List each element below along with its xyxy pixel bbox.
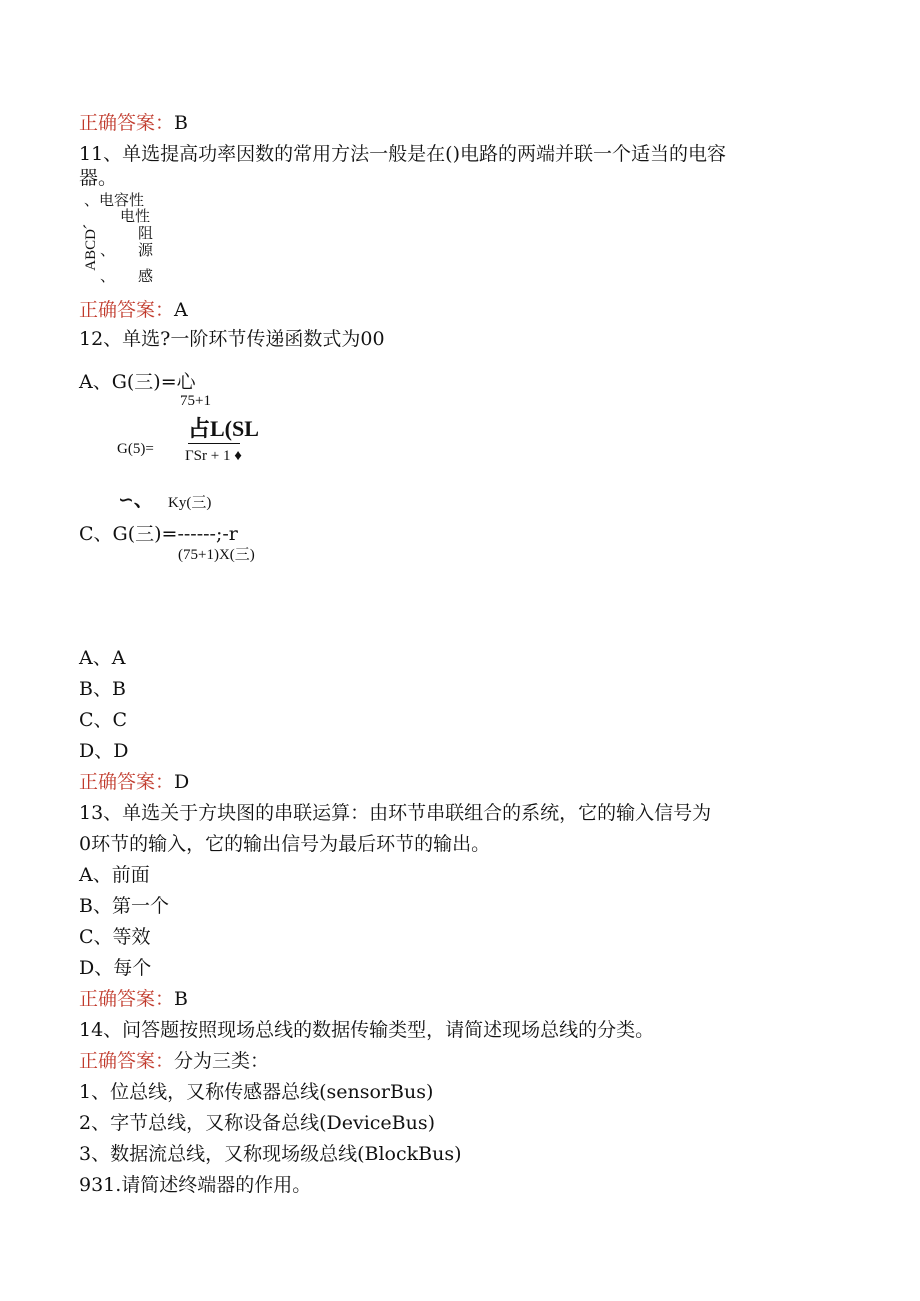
question-12-stem: 12、单选?一阶环节传递函数式为00 — [79, 328, 385, 350]
answer-label: 正确答案： — [79, 988, 175, 1010]
answer-line — [79, 987, 188, 1011]
option-b-lhs: G(5)= — [117, 441, 154, 457]
ocr-option-text: 电性 — [120, 209, 151, 225]
question-14-stem: 14、问答题按照现场总线的数据传输类型，请简述现场总线的分类。 — [79, 1019, 655, 1041]
choice-a: A、前面 — [79, 864, 150, 886]
choice-d: D、每个 — [79, 957, 152, 979]
answer-label: 正确答案： — [79, 299, 175, 321]
ocr-option-text: 阻 — [138, 226, 154, 242]
question-11-stem: 11、单选提高功率因数的常用方法一般是在()电路的两端并联一个适当的电容 — [79, 143, 727, 165]
answer-line — [79, 298, 188, 322]
question-13-stem: 13、单选关于方块图的串联运算：由环节串联组合的系统，它的输入信号为 — [79, 802, 712, 824]
choice-b: B、第一个 — [79, 895, 169, 917]
answer-line — [79, 1049, 269, 1073]
answer-line — [79, 111, 188, 135]
choice-c: C、C — [79, 709, 128, 731]
answer-value: A — [174, 299, 188, 321]
choice-b: B、B — [79, 678, 126, 700]
ocr-option-letters: ABCD、 — [83, 214, 99, 271]
answer-label: 正确答案： — [79, 112, 175, 134]
answer-line — [79, 770, 189, 794]
option-a-formula: A、G(三)=心 — [79, 371, 196, 393]
option-b-tail: Ky(三) — [168, 495, 212, 511]
ocr-option-text: 源 — [138, 243, 154, 259]
ocr-option-text: 、 — [100, 243, 116, 259]
answer-label: 正确答案： — [79, 1050, 175, 1072]
option-b-numerator: 占L(SL — [188, 416, 259, 441]
option-b-denominator: ΓSr + 1 ♦ — [185, 448, 242, 464]
option-b-prefix: ∽、 — [118, 490, 153, 511]
choice-d: D、D — [79, 740, 129, 762]
fraction-bar — [188, 443, 240, 444]
answer-point: 2、字节总线，又称设备总线(DeviceBus) — [79, 1112, 436, 1134]
ocr-option-text: 、 — [100, 269, 116, 285]
choice-c: C、等效 — [79, 926, 151, 948]
answer-value: B — [174, 112, 188, 134]
ocr-option-text: 感 — [138, 269, 154, 285]
answer-value: B — [174, 988, 188, 1010]
option-a-denominator: 75+1 — [180, 393, 211, 409]
answer-value: 分为三类： — [174, 1050, 270, 1072]
option-c-formula: C、G(三)=------;-r — [79, 523, 238, 545]
question-931-stem: 931.请简述终端器的作用。 — [79, 1174, 312, 1196]
question-13-stem-cont: 0环节的输入，它的输出信号为最后环节的输出。 — [79, 833, 491, 855]
answer-value: D — [174, 771, 190, 793]
choice-a: A、A — [79, 647, 126, 669]
answer-point: 1、位总线，又称传感器总线(sensorBus) — [79, 1081, 434, 1103]
option-c-denominator: (75+1)X(三) — [178, 547, 255, 563]
ocr-option-text: 、电容性 — [84, 193, 145, 209]
answer-label: 正确答案： — [79, 771, 175, 793]
question-11-stem-cont: 器。 — [79, 167, 118, 189]
answer-point: 3、数据流总线，又称现场级总线(BlockBus) — [79, 1143, 462, 1165]
